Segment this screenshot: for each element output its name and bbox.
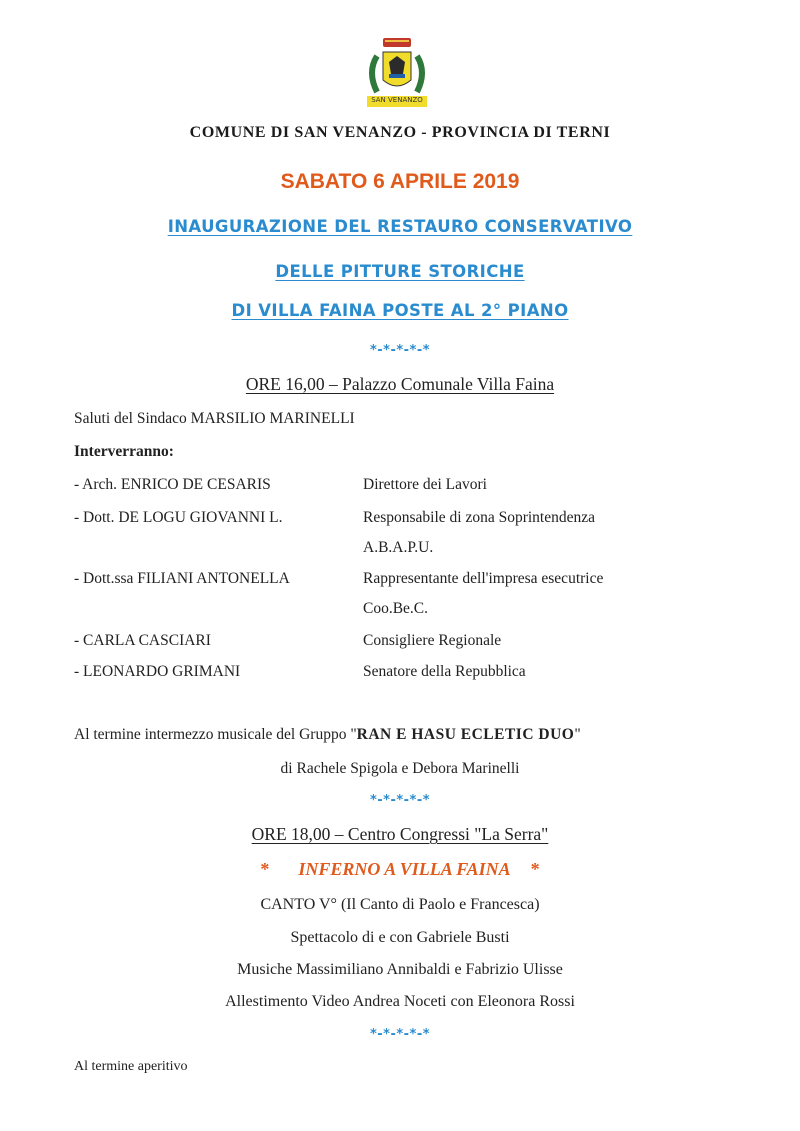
separator: *-*-*-*-*	[369, 793, 431, 808]
speaker-role: Responsabile di zona Soprintendenza	[363, 509, 596, 526]
crest-label: SAN VENANZO	[371, 96, 423, 104]
speaker-name: - Arch. ENRICO DE CESARIS	[74, 476, 271, 493]
show-line: Allestimento Video Andrea Noceti con Eleonora Rossi	[225, 993, 575, 1010]
music-members: di Rachele Spigola e Debora Marinelli	[280, 760, 520, 777]
closing-note: Al termine aperitivo	[74, 1059, 188, 1074]
speaker-role: Senatore della Repubblica	[363, 663, 526, 680]
speaker-name: - CARLA CASCIARI	[74, 632, 211, 649]
speaker-role-extra: A.B.A.P.U.	[363, 539, 434, 556]
session2-heading: ORE 18,00 – Centro Congressi "La Serra"	[251, 824, 549, 844]
separator: *-*-*-*-*	[369, 343, 431, 358]
title-line-2: DELLE PITTURE STORICHE	[275, 262, 525, 281]
comune-heading: COMUNE DI SAN VENANZO - PROVINCIA DI TERNI	[189, 124, 611, 141]
mayor-greeting: Saluti del Sindaco MARSILIO MARINELLI	[74, 410, 355, 427]
separator: *-*-*-*-*	[369, 1027, 431, 1042]
speaker-role: Consigliere Regionale	[363, 632, 502, 649]
music-intermezzo: Al termine intermezzo musicale del Gruppo "RAN E HASU ECLETIC DUO"	[74, 726, 581, 743]
speaker-role: Direttore dei Lavori	[363, 476, 487, 493]
speaker-name: - LEONARDO GRIMANI	[74, 663, 241, 680]
show-line: Spettacolo di e con Gabriele Busti	[290, 929, 510, 946]
title-line-1: INAUGURAZIONE DEL RESTAURO CONSERVATIVO	[167, 217, 633, 236]
speaker-role: Rappresentante dell'impresa esecutrice	[363, 570, 604, 587]
show-line: Musiche Massimiliano Annibaldi e Fabrizio Ulisse	[237, 961, 563, 978]
speaker-role-extra: Coo.Be.C.	[363, 600, 429, 617]
speakers-label: Interverranno:	[74, 443, 174, 460]
show-line: CANTO V° (Il Canto di Paolo e Francesca)	[260, 896, 540, 913]
event-date: SABATO 6 APRILE 2019	[280, 170, 520, 193]
music-group-name: RAN E HASU ECLETIC DUO	[356, 726, 575, 743]
speaker-name: - Dott.ssa FILIANI ANTONELLA	[74, 570, 290, 587]
show-title: * INFERNO A VILLA FAINA *	[260, 859, 540, 879]
session1-heading: ORE 16,00 – Palazzo Comunale Villa Faina	[245, 374, 555, 394]
speaker-name: - Dott. DE LOGU GIOVANNI L.	[74, 509, 283, 526]
title-line-3: DI VILLA FAINA POSTE AL 2° PIANO	[231, 301, 569, 320]
